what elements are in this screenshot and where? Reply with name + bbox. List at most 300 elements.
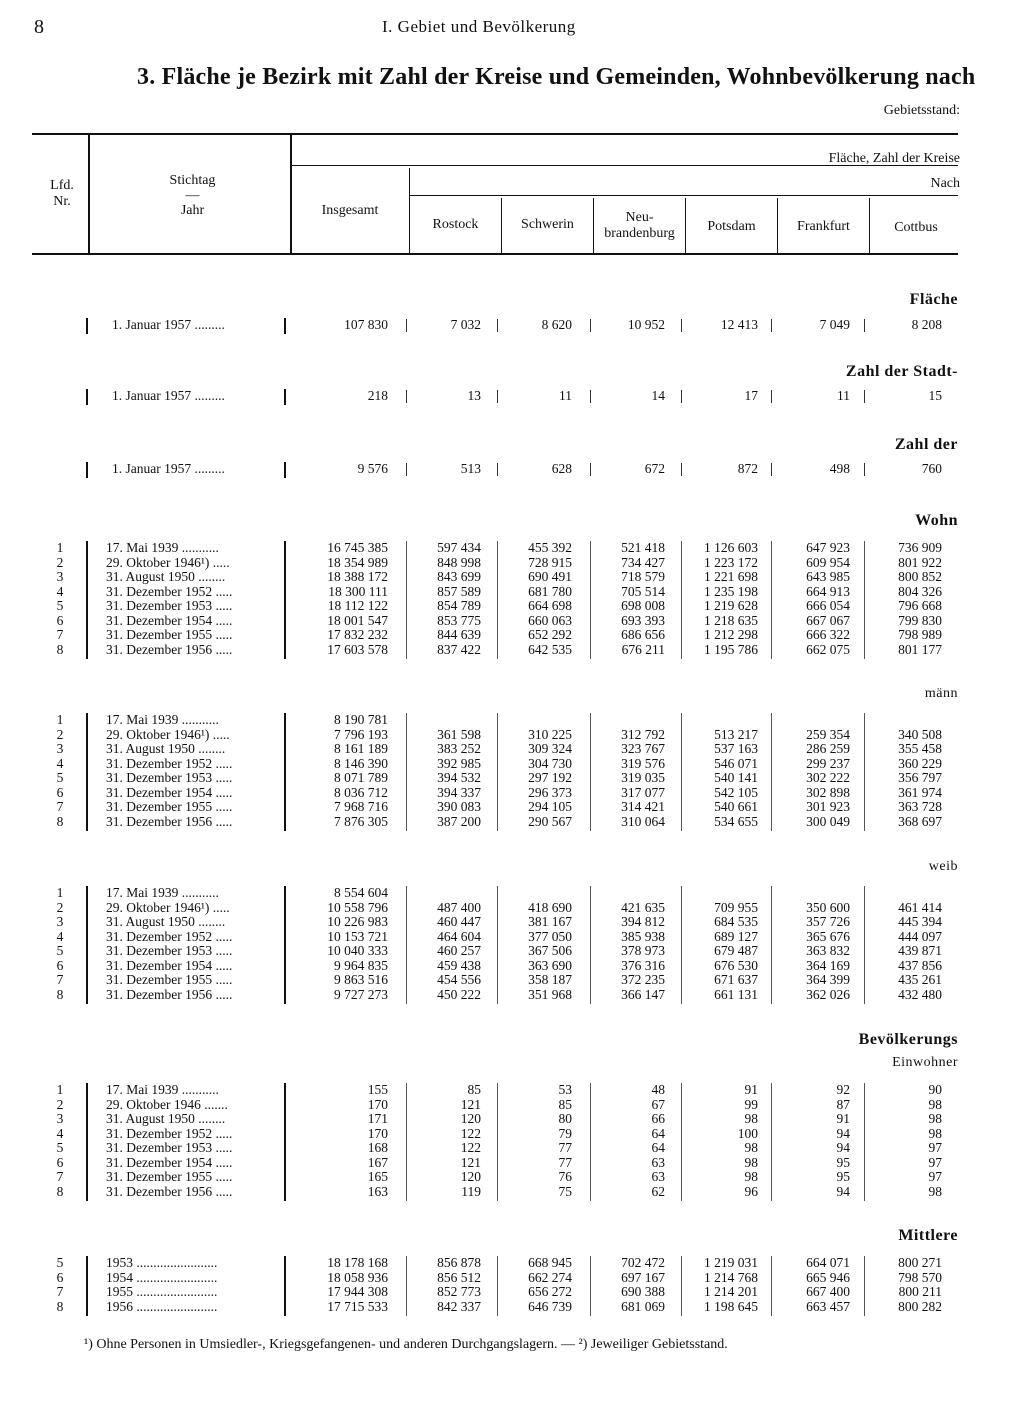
table-row bbox=[0, 643, 1024, 658]
column-separator bbox=[771, 1256, 772, 1316]
cell-frankfurt: 365 676 bbox=[806, 929, 850, 944]
cell-rostock: 390 083 bbox=[437, 799, 481, 814]
table-row bbox=[0, 944, 1024, 959]
cell-frankfurt: 94 bbox=[836, 1126, 850, 1141]
table-row bbox=[0, 1271, 1024, 1286]
row-number: 1 bbox=[56, 1082, 64, 1097]
table-row bbox=[0, 728, 1024, 743]
row-label: 1954 ........................ bbox=[106, 1271, 218, 1285]
header-col-cottbus: Cottbus bbox=[894, 220, 938, 235]
cell-rostock: 119 bbox=[461, 1184, 481, 1199]
section-wohn: Wohn bbox=[915, 512, 958, 529]
column-separator bbox=[497, 886, 498, 1004]
cell-cottbus: 444 097 bbox=[898, 929, 942, 944]
cell-cottbus: 97 bbox=[928, 1155, 942, 1170]
cell-cottbus: 90 bbox=[928, 1082, 942, 1097]
cell-rostock: 843 699 bbox=[437, 569, 481, 584]
cell-neubrandenburg: 312 792 bbox=[621, 727, 665, 742]
table-row bbox=[0, 1112, 1024, 1127]
cell-rostock: 392 985 bbox=[437, 756, 481, 771]
row-rule bbox=[86, 1083, 88, 1201]
row-rule bbox=[86, 1256, 88, 1316]
column-tick bbox=[864, 390, 865, 403]
column-separator bbox=[681, 541, 682, 659]
table-row bbox=[0, 988, 1024, 1003]
cell-frankfurt: 91 bbox=[836, 1111, 850, 1126]
cell-rostock: 842 337 bbox=[437, 1299, 481, 1314]
cell-neubrandenburg: 323 767 bbox=[621, 741, 665, 756]
row-label: 17. Mai 1939 ........... bbox=[106, 886, 219, 900]
table-row bbox=[0, 599, 1024, 614]
row-number: 8 bbox=[56, 1184, 64, 1199]
table-row bbox=[0, 1141, 1024, 1156]
row-label: 31. Dezember 1956 ..... bbox=[106, 1185, 233, 1199]
column-separator bbox=[681, 713, 682, 831]
table-row bbox=[0, 1256, 1024, 1271]
column-separator bbox=[590, 886, 591, 1004]
cell-potsdam: 12 413 bbox=[720, 317, 758, 332]
row-number: 3 bbox=[56, 914, 64, 929]
cell-neubrandenburg: 63 bbox=[651, 1169, 665, 1184]
table-row bbox=[0, 901, 1024, 916]
header-divider bbox=[409, 168, 410, 254]
running-head: I. Gebiet und Bevölkerung bbox=[382, 17, 576, 36]
cell-cottbus: 368 697 bbox=[898, 814, 942, 829]
cell-cottbus: 461 414 bbox=[898, 900, 942, 915]
section-weib: weib bbox=[928, 859, 958, 874]
row-rule bbox=[284, 462, 286, 478]
table-row bbox=[0, 389, 1024, 404]
row-number: 6 bbox=[56, 613, 64, 628]
cell-schwerin: 80 bbox=[558, 1111, 572, 1126]
cell-rostock: 85 bbox=[467, 1082, 481, 1097]
cell-potsdam: 1 126 603 bbox=[704, 540, 758, 555]
column-separator bbox=[864, 713, 865, 831]
cell-frankfurt: 662 075 bbox=[806, 642, 850, 657]
cell-insgesamt: 17 715 533 bbox=[327, 1299, 388, 1314]
section-einwohner: Einwohner bbox=[892, 1055, 958, 1070]
row-label: 31. Dezember 1952 ..... bbox=[106, 757, 233, 771]
cell-insgesamt: 9 964 835 bbox=[334, 958, 388, 973]
row-rule bbox=[86, 462, 88, 478]
cell-potsdam: 709 955 bbox=[714, 900, 758, 915]
row-label: 29. Oktober 1946 ....... bbox=[106, 1098, 228, 1112]
cell-neubrandenburg: 48 bbox=[651, 1082, 665, 1097]
cell-frankfurt: 302 222 bbox=[806, 770, 850, 785]
row-label: 1. Januar 1957 ......... bbox=[112, 389, 225, 403]
cell-rostock: 487 400 bbox=[437, 900, 481, 915]
cell-frankfurt: 609 954 bbox=[806, 555, 850, 570]
cell-rostock: 454 556 bbox=[437, 972, 481, 987]
section-zahl-der: Zahl der bbox=[894, 436, 958, 453]
section-mittlere: Mittlere bbox=[898, 1227, 958, 1244]
cell-potsdam: 513 217 bbox=[714, 727, 758, 742]
row-label: 31. August 1950 ........ bbox=[106, 570, 226, 584]
row-number: 8 bbox=[56, 642, 64, 657]
cell-insgesamt: 18 112 122 bbox=[327, 598, 388, 613]
cell-schwerin: 681 780 bbox=[528, 584, 572, 599]
cell-schwerin: 367 506 bbox=[528, 943, 572, 958]
column-separator bbox=[681, 1256, 682, 1316]
cell-insgesamt: 17 603 578 bbox=[327, 642, 388, 657]
cell-cottbus: 360 229 bbox=[898, 756, 942, 771]
cell-neubrandenburg: 681 069 bbox=[621, 1299, 665, 1314]
cell-frankfurt: 363 832 bbox=[806, 943, 850, 958]
table-row bbox=[0, 786, 1024, 801]
row-number: 5 bbox=[56, 943, 64, 958]
cell-schwerin: 309 324 bbox=[528, 741, 572, 756]
row-rule bbox=[284, 1083, 286, 1201]
cell-insgesamt: 8 146 390 bbox=[334, 756, 388, 771]
cell-rostock: 387 200 bbox=[437, 814, 481, 829]
table-row bbox=[0, 614, 1024, 629]
cell-frankfurt: 301 923 bbox=[806, 799, 850, 814]
cell-cottbus: 340 508 bbox=[898, 727, 942, 742]
column-tick bbox=[681, 319, 682, 332]
cell-schwerin: 75 bbox=[558, 1184, 572, 1199]
column-tick bbox=[771, 319, 772, 332]
row-rule bbox=[86, 541, 88, 659]
table-row bbox=[0, 915, 1024, 930]
cell-potsdam: 1 195 786 bbox=[704, 642, 758, 657]
cell-frankfurt: 647 923 bbox=[806, 540, 850, 555]
cell-insgesamt: 8 161 189 bbox=[334, 741, 388, 756]
column-tick bbox=[681, 390, 682, 403]
cell-potsdam: 1 218 635 bbox=[704, 613, 758, 628]
header-lfd: Lfd. bbox=[50, 178, 74, 193]
cell-insgesamt: 107 830 bbox=[344, 317, 388, 332]
table-row bbox=[0, 815, 1024, 830]
row-number: 4 bbox=[56, 929, 64, 944]
cell-frankfurt: 95 bbox=[836, 1169, 850, 1184]
row-label: 31. August 1950 ........ bbox=[106, 742, 226, 756]
cell-neubrandenburg: 372 235 bbox=[621, 972, 665, 987]
column-separator bbox=[681, 1083, 682, 1201]
header-jahr: Jahr bbox=[180, 203, 205, 218]
cell-schwerin: 296 373 bbox=[528, 785, 572, 800]
cell-cottbus: 8 208 bbox=[911, 317, 942, 332]
table-row bbox=[0, 886, 1024, 901]
cell-schwerin: 304 730 bbox=[528, 756, 572, 771]
cell-schwerin: 381 167 bbox=[528, 914, 572, 929]
cell-frankfurt: 94 bbox=[836, 1140, 850, 1155]
cell-potsdam: 17 bbox=[744, 388, 758, 403]
cell-rostock: 464 604 bbox=[437, 929, 481, 944]
table-row bbox=[0, 1300, 1024, 1315]
cell-neubrandenburg: 63 bbox=[651, 1155, 665, 1170]
cell-neubrandenburg: 693 393 bbox=[621, 613, 665, 628]
cell-potsdam: 98 bbox=[744, 1111, 758, 1126]
cell-potsdam: 1 212 298 bbox=[704, 627, 758, 642]
header-stichtag: Stichtag bbox=[169, 173, 216, 188]
row-number: 5 bbox=[56, 1140, 64, 1155]
cell-frankfurt: 357 726 bbox=[806, 914, 850, 929]
cell-rostock: 837 422 bbox=[437, 642, 481, 657]
row-label: 1955 ........................ bbox=[106, 1285, 218, 1299]
row-label: 31. August 1950 ........ bbox=[106, 915, 226, 929]
column-separator bbox=[864, 886, 865, 1004]
cell-neubrandenburg: 319 035 bbox=[621, 770, 665, 785]
cell-cottbus: 15 bbox=[928, 388, 942, 403]
row-label: 31. Dezember 1956 ..... bbox=[106, 815, 233, 829]
cell-insgesamt: 9 863 516 bbox=[334, 972, 388, 987]
cell-insgesamt: 7 968 716 bbox=[334, 799, 388, 814]
header-nr: Nr. bbox=[53, 194, 71, 209]
header-dash: — bbox=[185, 188, 200, 203]
row-rule bbox=[284, 389, 286, 405]
cell-frankfurt: 7 049 bbox=[819, 317, 850, 332]
cell-cottbus: 800 282 bbox=[898, 1299, 942, 1314]
row-number: 8 bbox=[56, 814, 64, 829]
cell-potsdam: 1 219 031 bbox=[704, 1255, 758, 1270]
cell-neubrandenburg: 734 427 bbox=[621, 555, 665, 570]
cell-schwerin: 85 bbox=[558, 1097, 572, 1112]
cell-neubrandenburg: 66 bbox=[651, 1111, 665, 1126]
cell-rostock: 13 bbox=[467, 388, 481, 403]
cell-schwerin: 77 bbox=[558, 1155, 572, 1170]
cell-neubrandenburg: 521 418 bbox=[621, 540, 665, 555]
header-subrule bbox=[410, 195, 958, 196]
header-divider bbox=[290, 133, 292, 254]
table-row bbox=[0, 1185, 1024, 1200]
cell-insgesamt: 167 bbox=[367, 1155, 388, 1170]
row-rule bbox=[284, 886, 286, 1004]
cell-potsdam: 684 535 bbox=[714, 914, 758, 929]
row-rule bbox=[284, 713, 286, 831]
cell-frankfurt: 95 bbox=[836, 1155, 850, 1170]
row-rule bbox=[284, 1256, 286, 1316]
cell-frankfurt: 259 354 bbox=[806, 727, 850, 742]
row-label: 31. Dezember 1952 ..... bbox=[106, 1127, 233, 1141]
cell-potsdam: 1 223 172 bbox=[704, 555, 758, 570]
page-number: 8 bbox=[34, 16, 44, 38]
cell-schwerin: 79 bbox=[558, 1126, 572, 1141]
column-separator bbox=[497, 1256, 498, 1316]
cell-rostock: 394 532 bbox=[437, 770, 481, 785]
cell-schwerin: 656 272 bbox=[528, 1284, 572, 1299]
cell-neubrandenburg: 421 635 bbox=[621, 900, 665, 915]
cell-neubrandenburg: 385 938 bbox=[621, 929, 665, 944]
row-label: 31. Dezember 1956 ..... bbox=[106, 988, 233, 1002]
cell-cottbus: 98 bbox=[928, 1126, 942, 1141]
column-separator bbox=[406, 541, 407, 659]
cell-cottbus: 361 974 bbox=[898, 785, 942, 800]
row-number: 4 bbox=[56, 756, 64, 771]
cell-rostock: 459 438 bbox=[437, 958, 481, 973]
header-col-neubrandenburg-2: brandenburg bbox=[604, 226, 675, 241]
section-flaeche: Fläche bbox=[909, 291, 958, 308]
header-group: Fläche, Zahl der Kreise bbox=[828, 151, 960, 166]
cell-rostock: 513 bbox=[460, 461, 481, 476]
cell-schwerin: 668 945 bbox=[528, 1255, 572, 1270]
cell-rostock: 122 bbox=[460, 1140, 481, 1155]
row-label: 31. Dezember 1954 ..... bbox=[106, 1156, 233, 1170]
row-label: 31. Dezember 1954 ..... bbox=[106, 959, 233, 973]
cell-potsdam: 679 487 bbox=[714, 943, 758, 958]
cell-frankfurt: 664 071 bbox=[806, 1255, 850, 1270]
row-number: 7 bbox=[56, 972, 64, 987]
row-rule bbox=[86, 389, 88, 405]
table-row bbox=[0, 1083, 1024, 1098]
column-separator bbox=[590, 1256, 591, 1316]
header-col-schwerin: Schwerin bbox=[521, 217, 574, 232]
cell-schwerin: 294 105 bbox=[528, 799, 572, 814]
column-separator bbox=[590, 713, 591, 831]
cell-cottbus: 796 668 bbox=[898, 598, 942, 613]
table-row bbox=[0, 973, 1024, 988]
cell-neubrandenburg: 366 147 bbox=[621, 987, 665, 1002]
cell-insgesamt: 18 354 989 bbox=[327, 555, 388, 570]
cell-rostock: 597 434 bbox=[437, 540, 481, 555]
cell-potsdam: 1 219 628 bbox=[704, 598, 758, 613]
cell-cottbus: 801 177 bbox=[898, 642, 942, 657]
cell-insgesamt: 8 071 789 bbox=[334, 770, 388, 785]
row-label: 31. Dezember 1953 ..... bbox=[106, 944, 233, 958]
cell-cottbus: 437 856 bbox=[898, 958, 942, 973]
cell-insgesamt: 155 bbox=[367, 1082, 388, 1097]
column-separator bbox=[406, 886, 407, 1004]
table-row bbox=[0, 1170, 1024, 1185]
cell-potsdam: 1 221 698 bbox=[704, 569, 758, 584]
row-label: 29. Oktober 1946¹) ..... bbox=[106, 556, 230, 570]
table-row bbox=[0, 757, 1024, 772]
cell-cottbus: 800 211 bbox=[898, 1284, 942, 1299]
row-number: 1 bbox=[56, 712, 64, 727]
cell-insgesamt: 18 300 111 bbox=[328, 584, 388, 599]
cell-frankfurt: 299 237 bbox=[806, 756, 850, 771]
row-rule bbox=[86, 886, 88, 1004]
header-nach: Nach bbox=[930, 176, 960, 191]
row-number: 2 bbox=[56, 555, 64, 570]
cell-insgesamt: 7 876 305 bbox=[334, 814, 388, 829]
cell-neubrandenburg: 686 656 bbox=[621, 627, 665, 642]
column-separator bbox=[590, 541, 591, 659]
cell-schwerin: 642 535 bbox=[528, 642, 572, 657]
header-col-neubrandenburg-1: Neu- bbox=[625, 210, 654, 225]
cell-neubrandenburg: 314 421 bbox=[621, 799, 665, 814]
cell-potsdam: 540 661 bbox=[714, 799, 758, 814]
cell-neubrandenburg: 690 388 bbox=[621, 1284, 665, 1299]
cell-insgesamt: 10 226 983 bbox=[327, 914, 388, 929]
row-rule bbox=[284, 318, 286, 334]
cell-cottbus: 439 871 bbox=[898, 943, 942, 958]
table-row bbox=[0, 541, 1024, 556]
cell-neubrandenburg: 376 316 bbox=[621, 958, 665, 973]
table-row bbox=[0, 713, 1024, 728]
cell-cottbus: 98 bbox=[928, 1111, 942, 1126]
header-col-rostock: Rostock bbox=[432, 217, 479, 232]
cell-potsdam: 98 bbox=[744, 1140, 758, 1155]
cell-schwerin: 377 050 bbox=[528, 929, 572, 944]
column-separator bbox=[497, 713, 498, 831]
cell-frankfurt: 286 259 bbox=[806, 741, 850, 756]
cell-neubrandenburg: 676 211 bbox=[621, 642, 665, 657]
column-tick bbox=[864, 463, 865, 476]
cell-rostock: 844 639 bbox=[437, 627, 481, 642]
column-separator bbox=[864, 1083, 865, 1201]
cell-schwerin: 455 392 bbox=[528, 540, 572, 555]
cell-insgesamt: 9 576 bbox=[357, 461, 388, 476]
cell-schwerin: 660 063 bbox=[528, 613, 572, 628]
cell-neubrandenburg: 64 bbox=[651, 1126, 665, 1141]
cell-schwerin: 8 620 bbox=[541, 317, 572, 332]
cell-cottbus: 432 480 bbox=[898, 987, 942, 1002]
row-label: 31. Dezember 1954 ..... bbox=[106, 786, 233, 800]
table-row bbox=[0, 771, 1024, 786]
cell-insgesamt: 10 558 796 bbox=[327, 900, 388, 915]
column-tick bbox=[771, 390, 772, 403]
cell-potsdam: 537 163 bbox=[714, 741, 758, 756]
cell-schwerin: 628 bbox=[551, 461, 572, 476]
table-row bbox=[0, 585, 1024, 600]
row-label: 31. Dezember 1952 ..... bbox=[106, 930, 233, 944]
row-label: 1. Januar 1957 ......... bbox=[112, 318, 225, 332]
cell-rostock: 853 775 bbox=[437, 613, 481, 628]
row-rule bbox=[86, 318, 88, 334]
cell-potsdam: 1 198 645 bbox=[704, 1299, 758, 1314]
cell-neubrandenburg: 705 514 bbox=[621, 584, 665, 599]
cell-insgesamt: 10 040 333 bbox=[327, 943, 388, 958]
cell-neubrandenburg: 14 bbox=[651, 388, 665, 403]
row-number: 7 bbox=[56, 1169, 64, 1184]
table-row bbox=[0, 570, 1024, 585]
cell-insgesamt: 170 bbox=[367, 1097, 388, 1112]
cell-rostock: 7 032 bbox=[450, 317, 481, 332]
cell-neubrandenburg: 697 167 bbox=[621, 1270, 665, 1285]
cell-schwerin: 77 bbox=[558, 1140, 572, 1155]
row-label: 31. Dezember 1955 ..... bbox=[106, 628, 233, 642]
row-number: 6 bbox=[56, 1155, 64, 1170]
cell-rostock: 383 252 bbox=[437, 741, 481, 756]
cell-frankfurt: 364 399 bbox=[806, 972, 850, 987]
cell-frankfurt: 87 bbox=[836, 1097, 850, 1112]
cell-cottbus: 435 261 bbox=[898, 972, 942, 987]
header-divider bbox=[88, 133, 90, 254]
cell-schwerin: 358 187 bbox=[528, 972, 572, 987]
cell-schwerin: 728 915 bbox=[528, 555, 572, 570]
cell-potsdam: 542 105 bbox=[714, 785, 758, 800]
cell-cottbus: 800 852 bbox=[898, 569, 942, 584]
column-separator bbox=[864, 541, 865, 659]
cell-rostock: 122 bbox=[460, 1126, 481, 1141]
cell-schwerin: 646 739 bbox=[528, 1299, 572, 1314]
cell-potsdam: 546 071 bbox=[714, 756, 758, 771]
cell-cottbus: 800 271 bbox=[898, 1255, 942, 1270]
cell-insgesamt: 218 bbox=[367, 388, 388, 403]
cell-insgesamt: 8 190 781 bbox=[334, 712, 388, 727]
cell-potsdam: 534 655 bbox=[714, 814, 758, 829]
cell-cottbus: 798 989 bbox=[898, 627, 942, 642]
table-row bbox=[0, 1127, 1024, 1142]
cell-cottbus: 445 394 bbox=[898, 914, 942, 929]
row-label: 31. Dezember 1956 ..... bbox=[106, 643, 233, 657]
row-label: 29. Oktober 1946¹) ..... bbox=[106, 901, 230, 915]
header-top-rule bbox=[32, 133, 958, 135]
row-label: 31. August 1950 ........ bbox=[106, 1112, 226, 1126]
column-separator bbox=[771, 1083, 772, 1201]
column-tick bbox=[590, 390, 591, 403]
cell-potsdam: 100 bbox=[737, 1126, 758, 1141]
row-number: 3 bbox=[56, 569, 64, 584]
cell-rostock: 394 337 bbox=[437, 785, 481, 800]
cell-cottbus: 97 bbox=[928, 1140, 942, 1155]
column-separator bbox=[771, 713, 772, 831]
column-separator bbox=[497, 541, 498, 659]
cell-insgesamt: 7 796 193 bbox=[334, 727, 388, 742]
cell-potsdam: 96 bbox=[744, 1184, 758, 1199]
header-col-potsdam: Potsdam bbox=[707, 219, 756, 234]
row-label: 31. Dezember 1953 ..... bbox=[106, 771, 233, 785]
